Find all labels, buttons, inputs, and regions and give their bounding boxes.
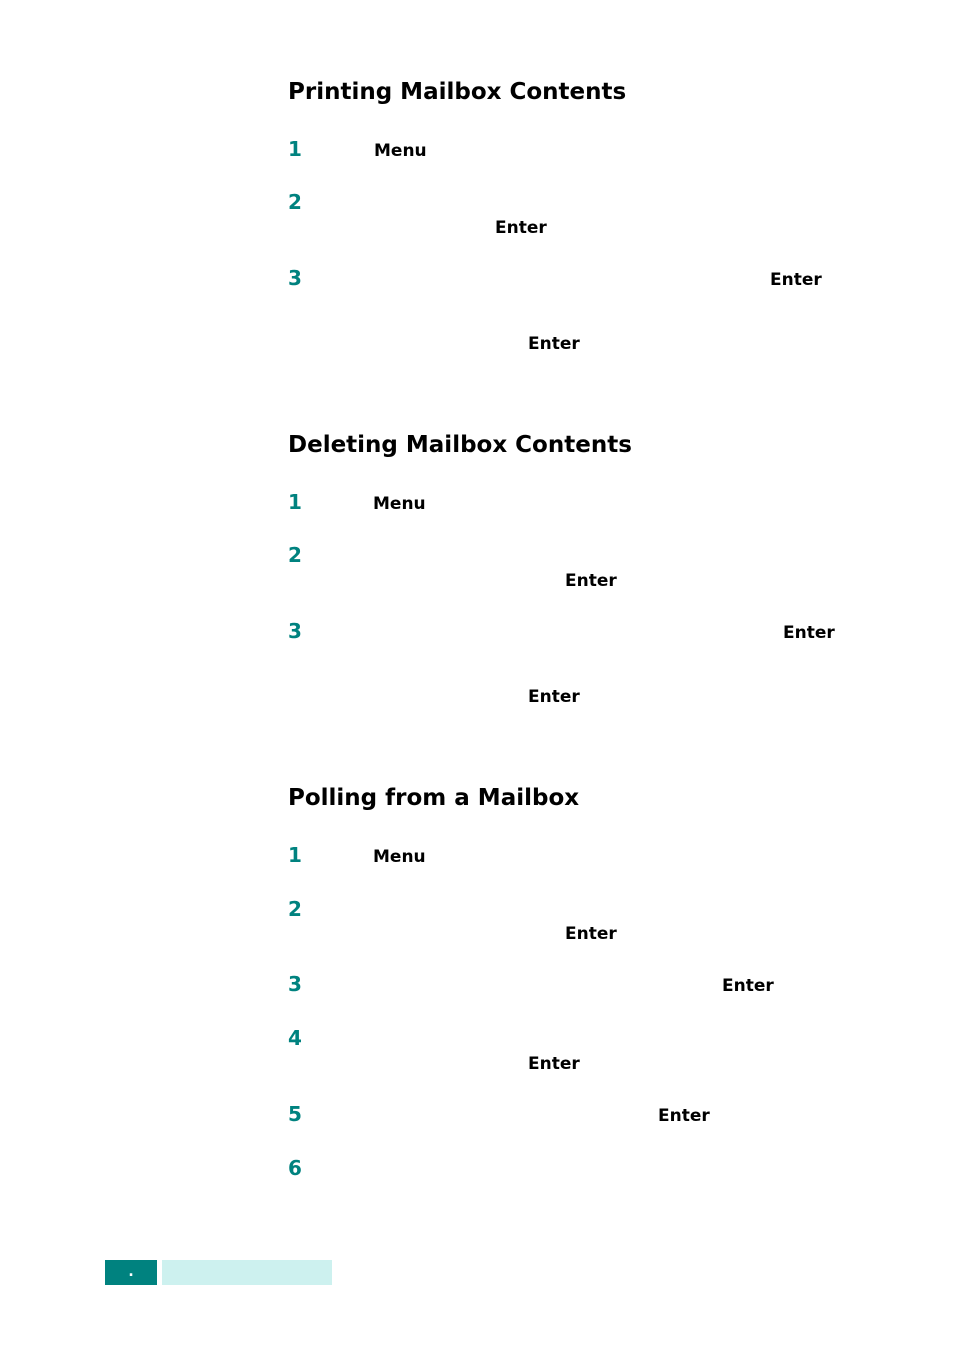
enter-key-label: Enter: [495, 218, 547, 238]
step-number: 2: [288, 190, 302, 214]
step-number: 3: [288, 972, 302, 996]
step-number: 1: [288, 490, 302, 514]
enter-key-label: Enter: [770, 270, 822, 290]
menu-key-label: Menu: [374, 141, 427, 161]
section-title-polling: Polling from a Mailbox: [288, 785, 580, 811]
step-number: 4: [288, 1026, 302, 1050]
step-number: 3: [288, 619, 302, 643]
enter-key-label: Enter: [528, 687, 580, 707]
step-number: 1: [288, 843, 302, 867]
enter-key-label: Enter: [528, 334, 580, 354]
step-number: 3: [288, 266, 302, 290]
enter-key-label: Enter: [565, 924, 617, 944]
enter-key-label: Enter: [658, 1106, 710, 1126]
section-title-printing: Printing Mailbox Contents: [288, 79, 627, 105]
menu-key-label: Menu: [373, 847, 426, 867]
footer-chapter-bar: [162, 1260, 332, 1285]
enter-key-label: Enter: [783, 623, 835, 643]
step-number: 5: [288, 1102, 302, 1126]
page-number-tab: .: [105, 1260, 157, 1285]
step-number: 6: [288, 1156, 302, 1180]
section-title-deleting: Deleting Mailbox Contents: [288, 432, 632, 458]
enter-key-label: Enter: [528, 1054, 580, 1074]
step-number: 1: [288, 137, 302, 161]
menu-key-label: Menu: [373, 494, 426, 514]
enter-key-label: Enter: [565, 571, 617, 591]
step-number: 2: [288, 543, 302, 567]
step-number: 2: [288, 897, 302, 921]
enter-key-label: Enter: [722, 976, 774, 996]
